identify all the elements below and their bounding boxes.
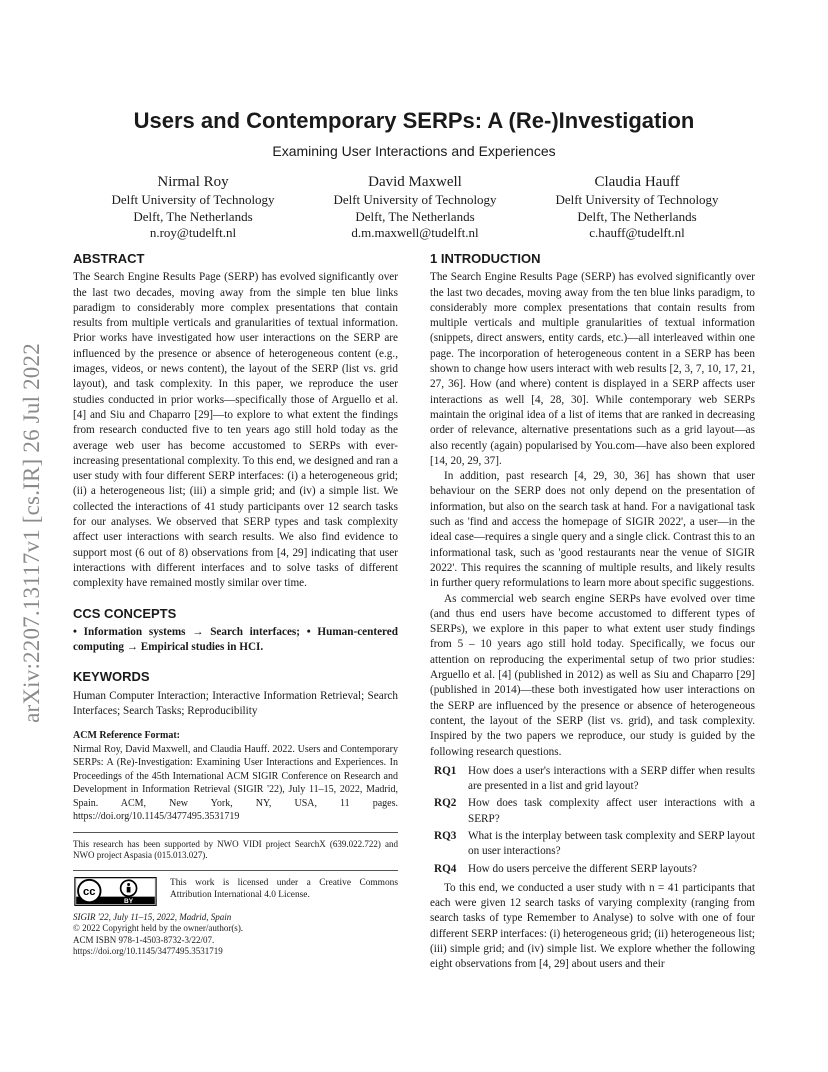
paper-subtitle: Examining User Interactions and Experiences <box>272 143 556 159</box>
funding-note: This research has been supported by NWO VIDI project SearchX (639.022.722) and NWO project Aspasia (015.013.027). <box>73 838 398 861</box>
left-column <box>73 251 398 958</box>
author-email: c.hauff@tudelft.nl <box>589 225 685 240</box>
paper-title: Users and Contemporary SERPs: A (Re-)Investigation <box>133 108 695 133</box>
author-location: Delft, The Netherlands <box>355 208 475 224</box>
author-name: David Maxwell <box>368 174 462 190</box>
right-column <box>430 251 755 973</box>
abstract-heading: ABSTRACT <box>73 251 145 266</box>
divider <box>73 870 398 871</box>
intro-paragraph: To this end, we conducted a user study with n = 41 participants that each were given 12 search tasks of varying complexity (ranging from search tasks of type Remember to Analyse) to solve with one of four different SERP interfaces: (i) heterogeneous grid; (ii) heterogeneous list; (iii) simple grid; and (iv) simple list. We explore whether the following eight observations from [4, 29] about users and their <box>430 881 755 971</box>
rq-id: RQ2 <box>434 797 457 810</box>
author-affiliation: Delft University of Technology <box>333 192 497 207</box>
author-location: Delft, The Netherlands <box>577 208 697 224</box>
rq-id: RQ1 <box>434 764 457 777</box>
author-affiliation: Delft University of Technology <box>111 192 275 207</box>
cc-by-license-icon[interactable] <box>73 877 158 906</box>
rq-text: How does a user's interactions with a SERP differ when results are presented in a list and grid layout? <box>468 764 755 793</box>
author-email: n.roy@tudelft.nl <box>149 225 237 240</box>
author-name: Claudia Hauff <box>594 174 680 190</box>
license-text: This work is licensed under a Creative Commons Attribution International 4.0 License. <box>170 877 398 900</box>
rq-text: How does task complexity affect user interactions with a SERP? <box>468 797 755 825</box>
acm-reference-heading: ACM Reference Format: <box>73 730 180 742</box>
venue-isbn: ACM ISBN 978-1-4503-8732-3/22/07. <box>73 934 215 945</box>
acm-reference <box>73 729 398 824</box>
venue-copyright: © 2022 Copyright held by the owner/author(s). <box>73 923 244 934</box>
rq-id: RQ3 <box>434 829 457 842</box>
keywords-text: Human Computer Interaction; Interactive Information Retrieval; Search Interfaces; Search Tasks; Reproducibility <box>73 689 398 718</box>
ccs-text: • Information systems → Search interfaces; • Human-centered computing → Empirical studies in HCI. <box>73 625 398 654</box>
author-block <box>517 173 757 242</box>
rq-text: What is the interplay between task complexity and SERP layout on user interactions? <box>468 829 755 858</box>
cc-badge-text: cc <box>83 886 96 899</box>
venue-doi[interactable]: https://doi.org/10.1145/3477495.3531719 <box>73 946 223 957</box>
rq-id: RQ4 <box>434 862 457 875</box>
license-block <box>73 877 398 906</box>
venue-conference: SIGIR '22, July 11–15, 2022, Madrid, Spain <box>73 911 232 922</box>
research-question <box>434 829 755 860</box>
ccs-heading: CCS CONCEPTS <box>73 605 177 621</box>
research-question <box>434 862 755 877</box>
introduction-heading: 1 INTRODUCTION <box>430 251 541 266</box>
keywords-heading: KEYWORDS <box>73 669 150 685</box>
author-block <box>73 173 313 242</box>
research-questions <box>434 764 755 877</box>
author-email: d.m.maxwell@tudelft.nl <box>351 225 479 240</box>
intro-paragraph: As commercial web search engine SERPs have evolved over time (and thus end users have become accustomed to different types of SERPs), we explore in this paper to what extent user study findings from 5 – 10 years ago still hold today. Specifically, we focus our attention on reproducing the experimental setup of two prior studies: Arguello et al. [4] (published in 2012) as well as Siu and Chaparro [29] (published in 2014)—these both investigated how user interactions on the SERP are influenced by the presence or absence of heterogeneous content, the layout of the SERP (list vs. grid), and task complexity. Inspired by the two papers we reproduce, our study is guided by the following research questions. <box>430 592 755 758</box>
author-block <box>295 173 535 242</box>
intro-paragraph: The Search Engine Results Page (SERP) has evolved significantly over the last two decades, moving away from the ten blue links paradigm, to considerably more complex presentations that contain results from multiple verticals and multiple granularities of textual information (snippets, direct answers, entity cards, etc.)—all interleaved within one page. The incorporation of heterogeneous content in a SERP has been shown to change how users interact with web results [2, 3, 7, 10, 17, 21, 27, 36]. How (and where) content is displayed in a SERP affects user interactions as well [4, 28, 30]. While contemporary web SERPs maintain the original idea of a list of items that are ranked in decreasing order of relevance, alternative presentations such as a grid layout—as also recently (again) popularised by You.com—have also been explored [14, 20, 29, 37]. <box>430 271 755 467</box>
arxiv-identifier: arXiv:2207.13117v1 [cs.IR] 26 Jul 2022 <box>19 342 44 723</box>
acm-reference-text: Nirmal Roy, David Maxwell, and Claudia Hauff. 2022. Users and Contemporary SERPs: A (Re)-Investigation: Examining User Interactions and Experiences. In Proceedings of the 45th International ACM SIGIR Conference on Research and Development in Information Retrieval (SIGIR '22), July 11–15, 2022, Madrid, Spain. ACM, New York, NY, USA, 11 pages. https://doi.org/10.1145/3477495.3531719 <box>73 743 398 823</box>
author-location: Delft, The Netherlands <box>133 208 253 224</box>
research-question <box>434 764 755 795</box>
intro-paragraph: In addition, past research [4, 29, 30, 36] has shown that user behaviour on the SERP does not only depend on the presentation of information, but also on the search task at hand. For a navigational task such as 'find and access the homepage of SIGIR 2022', a user—in the ideal case—requires a single query and a single click. Contrast this to an informational task, such as 'good restaurants near the venue of SIGIR 2022'. This requires the scanning of multiple results, and likely results in further query reformulations to learn more about specific suggestions. <box>430 470 755 590</box>
author-affiliation: Delft University of Technology <box>555 192 719 207</box>
divider <box>73 832 398 833</box>
author-name: Nirmal Roy <box>157 174 229 190</box>
venue-info <box>73 912 398 958</box>
rq-text: How do users perceive the different SERP layouts? <box>468 862 697 875</box>
abstract-text: The Search Engine Results Page (SERP) has evolved significantly over the last two decades, moving away from the simple ten blue links paradigm to considerably more complex presentations that contain results from multiple verticals and granularities of textual information. Prior works have investigated how user interactions on the SERP are influenced by the presence or absence of heterogeneous content (e.g., images, videos, or news content), the layout of the SERP (list vs. grid layout), and task complexity. In this paper, we reproduce the user studies conducted in prior works—specifically those of Arguello et al. [4] and Siu and Chaparro [29]—to explore to what extent the findings from research conducted five to ten years ago still hold today as the average web user has become accustomed to SERPs with ever-increasing presentational complexity. To this end, we designed and ran a user study with four different SERP interfaces: (i) a heterogeneous grid; (ii) a heterogeneous list; (iii) a simple grid; and (iv) a simple list. We collected the interactions of 41 study participants over 12 search tasks for our analyses. We observed that SERP types and task complexity affect user interactions with search results. We also find evidence to support most (6 out of 8) observations from [4, 29] indicating that user interactions with different interfaces and to solve tasks of different complexity have remained mostly similar over time. <box>73 271 398 590</box>
research-question <box>434 796 755 827</box>
by-badge-text: BY <box>124 898 134 906</box>
